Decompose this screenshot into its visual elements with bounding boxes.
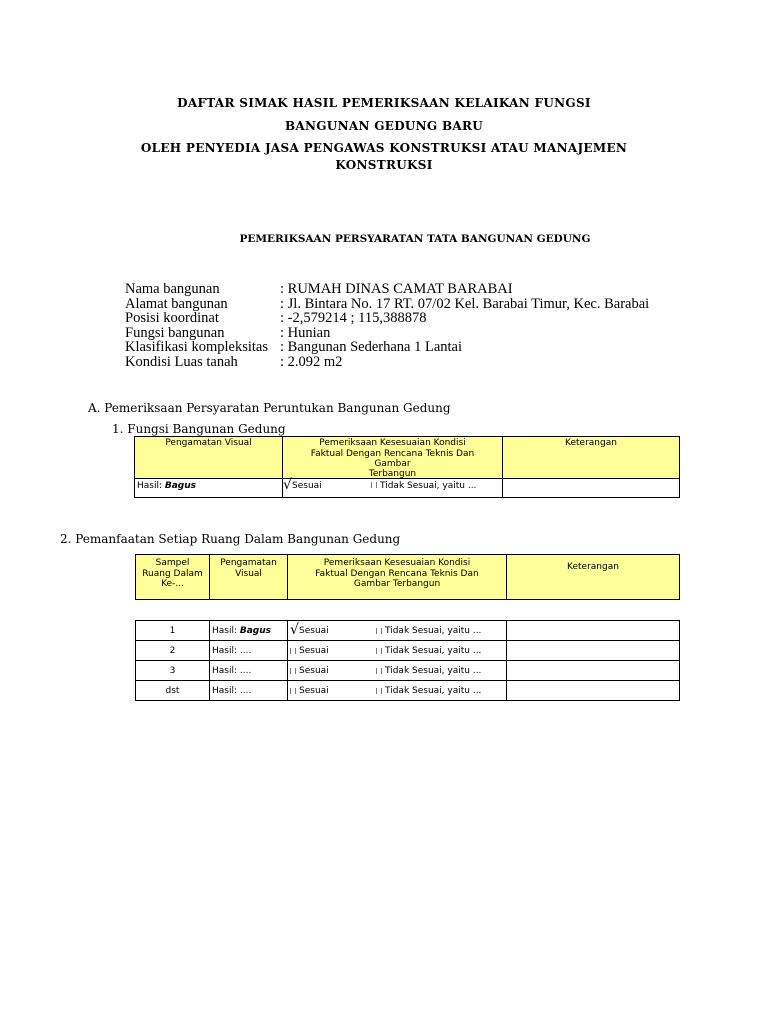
table-row [136, 661, 680, 681]
table-cell [288, 641, 507, 661]
table-cell: Hasil: .... [210, 681, 288, 701]
header-label: Pemeriksaan Kesesuaian Kondisi [319, 438, 466, 448]
subtitle: PEMERIKSAAN PERSYARATAN TATA BANGUNAN GEDUNG [239, 233, 591, 245]
option-label: Sesuai [299, 666, 329, 676]
table-header-cell [283, 437, 503, 479]
table-cell [288, 621, 507, 641]
table-row [136, 641, 680, 661]
info-row [125, 355, 649, 370]
option-tidak-sesuai[interactable] [376, 626, 481, 636]
table-spacer [136, 600, 680, 621]
header-label: Pengamatan Visual [165, 438, 252, 448]
info-row [125, 340, 649, 355]
header-label: Visual [235, 568, 262, 579]
table-row [136, 621, 680, 641]
option-label: Sesuai [292, 480, 322, 491]
title-line-1: DAFTAR SIMAK HASIL PEMERIKSAAN KELAIKAN FUNGSI [177, 96, 591, 110]
table-row [136, 681, 680, 701]
option-label: Sesuai [299, 646, 329, 656]
result-value: Bagus [164, 480, 197, 491]
table-header-cell [507, 555, 680, 600]
table-cell: 1 [136, 621, 210, 641]
header-label: Faktual Dengan Rencana Teknis Dan [315, 568, 479, 579]
option-tidak-sesuai[interactable] [376, 666, 481, 676]
table-header-cell [210, 555, 288, 600]
header-label: Terbangun [368, 468, 417, 479]
header-label: Pemeriksaan Kesesuaian Kondisi [323, 558, 471, 568]
table-cell[interactable] [507, 681, 680, 701]
table-pemanfaatan-ruang [135, 554, 680, 701]
option-label: Sesuai [299, 626, 329, 636]
option-tidak-sesuai[interactable] [376, 686, 481, 696]
info-row [125, 311, 649, 326]
table-fungsi-bangunan [134, 436, 680, 498]
building-info [125, 282, 649, 369]
info-row [125, 326, 649, 341]
header-label: Gambar [374, 459, 411, 469]
header-label: Keterangan [567, 562, 619, 572]
table-cell[interactable] [503, 478, 680, 497]
header-label: Pengamatan [220, 558, 277, 568]
table-header-cell [135, 437, 283, 479]
info-value: : RUMAH DINAS CAMAT BARABAI [280, 281, 513, 297]
option-label: Sesuai [299, 686, 329, 696]
subsection-1-heading: 1. Fungsi Bangunan Gedung [112, 422, 286, 436]
header-label: Keterangan [565, 438, 617, 448]
option-label: Tidak Sesuai, yaitu ... [380, 480, 477, 491]
info-label: Fungsi bangunan [125, 324, 225, 341]
info-value: : 2.092 m2 [280, 353, 343, 370]
info-label: Nama bangunan [125, 281, 220, 297]
checkmark-icon: √ [283, 476, 292, 493]
info-label: Posisi koordinat [125, 310, 219, 326]
table-cell: Hasil: .... [210, 661, 288, 681]
table-cell: dst [136, 681, 210, 701]
table-cell: 3 [136, 661, 210, 681]
checkbox-icon [376, 628, 382, 634]
table-header-cell [503, 437, 680, 479]
header-label: Gambar Terbangun [353, 579, 441, 589]
checkbox-icon [376, 648, 382, 654]
table-cell [135, 478, 283, 497]
title-line-4: KONSTRUKSI [335, 158, 433, 172]
info-row [125, 282, 649, 297]
result-label: Hasil: [137, 480, 165, 491]
option-label: Tidak Sesuai, yaitu ... [385, 666, 482, 676]
title-line-3: OLEH PENYEDIA JASA PENGAWAS KONSTRUKSI ATAU MANAJEMEN [140, 141, 628, 155]
result-label: Hasil: [212, 626, 240, 636]
option-label: Tidak Sesuai, yaitu ... [385, 686, 482, 696]
option-sesuai[interactable] [290, 646, 376, 656]
checkbox-icon [290, 668, 296, 674]
info-value: : -2,579214 ; 115,388878 [280, 310, 427, 326]
table-header-cell [136, 555, 210, 600]
table-cell[interactable] [507, 641, 680, 661]
header-label: Ruang Dalam [142, 568, 203, 579]
table-cell: 2 [136, 641, 210, 661]
table-header-cell [288, 555, 507, 600]
checkbox-icon [290, 648, 296, 654]
table-cell: Hasil: .... [210, 641, 288, 661]
option-label: Tidak Sesuai, yaitu ... [385, 626, 482, 636]
info-value: : Hunian [280, 324, 331, 341]
title-line-2: BANGUNAN GEDUNG BARU [284, 119, 484, 133]
result-value: Bagus [239, 626, 272, 636]
table-cell [288, 661, 507, 681]
option-tidak-sesuai[interactable] [376, 646, 481, 656]
header-label: Sampel [155, 558, 190, 568]
table-cell [288, 681, 507, 701]
table-cell [210, 621, 288, 641]
option-sesuai[interactable] [290, 686, 376, 696]
table-cell[interactable] [507, 621, 680, 641]
info-label: Klasifikasi kompleksitas [125, 339, 268, 355]
info-value: : Jl. Bintara No. 17 RT. 07/02 Kel. Barabai Timur, Kec. Barabai [280, 295, 650, 312]
checkbox-icon [290, 688, 296, 694]
checkbox-icon [376, 688, 382, 694]
table-cell [283, 478, 503, 497]
section-a-heading: A. Pemeriksaan Persyaratan Peruntukan Bangunan Gedung [88, 401, 451, 415]
header-label: Ke-... [161, 579, 184, 589]
checkbox-icon [376, 668, 382, 674]
option-tidak-sesuai[interactable] [371, 481, 476, 491]
checkbox-icon [371, 482, 377, 488]
option-sesuai[interactable] [283, 476, 371, 493]
header-label: Faktual Dengan Rencana Teknis Dan [310, 448, 475, 459]
info-label: Alamat bangunan [125, 295, 228, 312]
info-row [125, 297, 649, 312]
table-cell[interactable] [507, 661, 680, 681]
option-sesuai[interactable] [290, 666, 376, 676]
subsection-2-heading: 2. Pemanfaatan Setiap Ruang Dalam Bangunan Gedung [60, 532, 401, 546]
checkmark-icon: √ [290, 622, 299, 638]
info-value: : Bangunan Sederhana 1 Lantai [280, 339, 462, 355]
option-sesuai[interactable] [290, 622, 376, 638]
info-label: Kondisi Luas tanah [125, 353, 238, 370]
option-label: Tidak Sesuai, yaitu ... [385, 646, 482, 656]
